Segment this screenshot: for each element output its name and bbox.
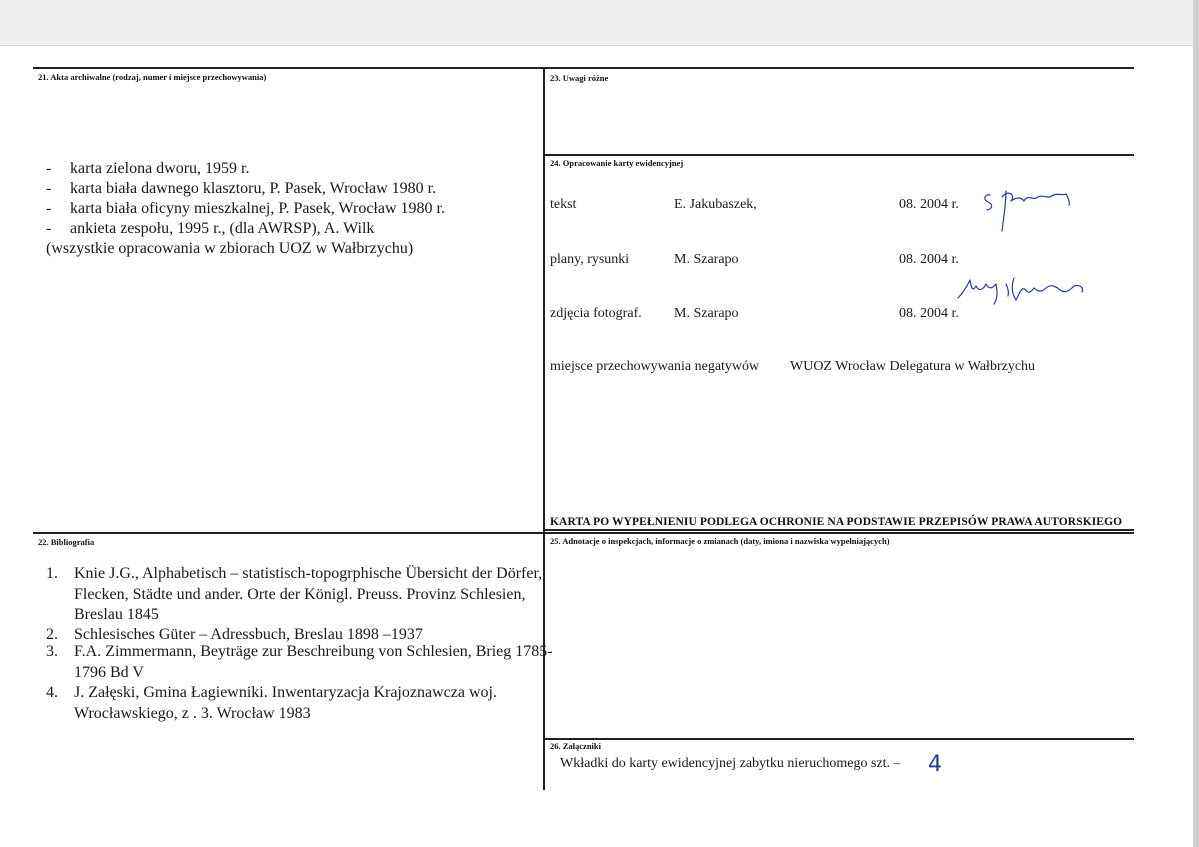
bib-text: Knie J.G., Alphabetisch – statistisch-topogrphische Übersicht der Dörfer, Flecken, Städte und ander. Orte der Königl. Preuss. Provinz Schlesien, Breslau 1845 <box>74 565 543 623</box>
archival-item: karta biała dawnego klasztoru, P. Pasek, Wrocław 1980 r. <box>70 180 437 197</box>
row-label: tekst <box>550 197 577 212</box>
row-name: M. Szarapo <box>674 306 739 321</box>
copyright-notice: KARTA PO WYPEŁNIENIU PODLEGA OCHRONIE NA PODSTAWIE PRZEPISÓW PRAWA AUTORSKIEGO <box>550 516 1123 528</box>
rule-copyright <box>545 529 1134 531</box>
list-bullet: - <box>46 200 52 217</box>
bib-number: 2. <box>46 626 58 643</box>
attachments-count: 4 <box>928 752 942 777</box>
section-21-header: 21. Akta archiwalne (rodzaj, numer i miejsce przechowywania) <box>38 72 267 82</box>
archival-note: (wszystkie opracowania w zbiorach UOZ w Wałbrzychu) <box>46 240 414 257</box>
list-bullet: - <box>46 160 52 177</box>
top-rule <box>33 67 1134 69</box>
section-23-header: 23. Uwagi różne <box>550 73 609 83</box>
section-25-header: 25. Adnotacje o inspekcjach, informacje o zmianach (daty, imiona i nazwiska wypełniających) <box>550 536 890 546</box>
section-26-header: 26. Załączniki <box>550 741 602 751</box>
section-24-header: 24. Opracowanie karty ewidencyjnej <box>550 158 684 168</box>
section-22-header: 22. Bibliografia <box>38 537 95 547</box>
bib-text: F.A. Zimmermann, Beyträge zur Beschreibung von Schlesien, Brieg 1785-1796 Bd V <box>74 643 553 681</box>
bib-text: J. Załęski, Gmina Łagiewniki. Inwentaryzacja Krajoznawcza woj. Wrocławskiego, z . 3. Wrocław 1983 <box>74 684 497 722</box>
signature-szarapo <box>956 270 1086 310</box>
rule-25-26 <box>545 738 1134 740</box>
bib-number: 1. <box>46 565 58 582</box>
archival-item: ankieta zespołu, 1995 r., (dla AWRSP), A. Wilk <box>70 220 375 237</box>
rule-middle <box>33 532 1134 534</box>
negatives-label: miejsce przechowywania negatywów <box>550 359 760 374</box>
archival-item: karta zielona dworu, 1959 r. <box>70 160 250 177</box>
row-date: 08. 2004 r. <box>899 306 959 321</box>
scan-margin-right <box>1193 0 1199 847</box>
list-bullet: - <box>46 180 52 197</box>
row-name: M. Szarapo <box>674 252 739 267</box>
row-name: E. Jakubaszek, <box>674 197 757 212</box>
list-bullet: - <box>46 220 52 237</box>
archival-item: karta biała oficyny mieszkalnej, P. Pasek, Wrocław 1980 r. <box>70 200 445 217</box>
signature-jakubaszek <box>978 185 1078 235</box>
bib-number: 4. <box>46 684 58 701</box>
row-label: plany, rysunki <box>550 252 630 267</box>
scan-margin-top <box>0 0 1199 46</box>
rule-23-24 <box>545 154 1134 156</box>
attachments-text: Wkładki do karty ewidencyjnej zabytku nieruchomego szt. – <box>560 756 901 771</box>
row-date: 08. 2004 r. <box>899 197 959 212</box>
row-date: 08. 2004 r. <box>899 252 959 267</box>
negatives-value: WUOZ Wrocław Delegatura w Wałbrzychu <box>790 359 1036 374</box>
bib-number: 3. <box>46 643 58 660</box>
bib-text: Schlesisches Güter – Adressbuch, Breslau 1898 –1937 <box>74 626 423 643</box>
row-label: zdjęcia fotograf. <box>550 306 642 321</box>
